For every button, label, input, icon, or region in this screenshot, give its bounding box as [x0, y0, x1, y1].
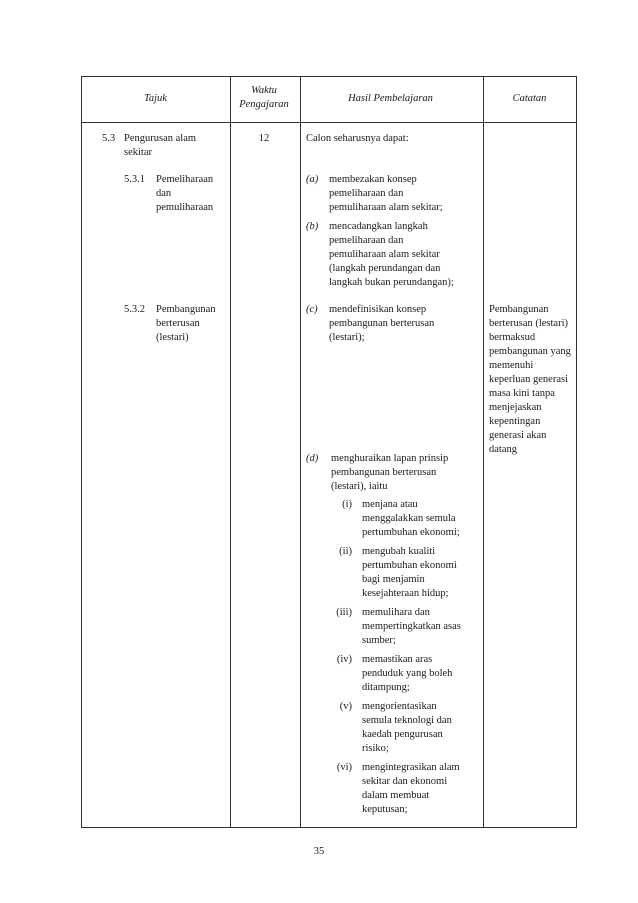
note-line: kepentingan [489, 416, 541, 427]
subtopic-number: 5.3.2 [124, 304, 145, 315]
principle-line: mengintegrasikan alam [362, 762, 460, 773]
outcome-line: pemeliharaan dan [329, 188, 404, 199]
principle-line: memastikan aras [362, 654, 433, 665]
header-waktu-line2: Pengajaran [239, 99, 289, 110]
principle-line: pertumbuhan ekonomi [362, 560, 457, 571]
header-waktu-line1: Waktu [251, 85, 277, 96]
outcome-line: menghuraikan lapan prinsip [331, 453, 449, 464]
principle-line: kesejahteraan hidup; [362, 588, 449, 599]
outcome-label: (c) [306, 304, 318, 315]
subtopic-number: 5.3.1 [124, 174, 145, 185]
header-tajuk: Tajuk [144, 93, 167, 104]
outcome-line: (langkah perundangan dan [329, 263, 441, 274]
note-line: masa kini tanpa [489, 388, 555, 399]
note-line: bermaksud [489, 332, 536, 343]
subtopic-line: pemuliharaan [156, 202, 214, 213]
principle-line: mengubah kualiti [362, 546, 436, 557]
note-line: generasi akan [489, 430, 547, 441]
outcome-line: pembangunan berterusan [331, 467, 437, 478]
principle-line: sumber; [362, 635, 396, 646]
principle-line: penduduk yang boleh [362, 668, 453, 679]
outcome-line: mencadangkan langkah [329, 221, 428, 232]
principle-line: sekitar dan ekonomi [362, 776, 448, 787]
column-divider [300, 77, 301, 827]
header-divider [82, 122, 576, 123]
subtopic-line: Pemeliharaan [156, 174, 214, 185]
principle-label: (iii) [336, 607, 352, 618]
principle-label: (ii) [339, 546, 352, 557]
principle-line: bagi menjamin [362, 574, 425, 585]
note-line: datang [489, 444, 517, 455]
principle-label: (v) [339, 701, 352, 712]
outcome-label: (d) [306, 453, 319, 464]
outcome-line: pembangunan berterusan [329, 318, 435, 329]
principle-line: mengorientasikan [362, 701, 437, 712]
note-line: memenuhi [489, 360, 534, 371]
note-line: menjejaskan [489, 402, 542, 413]
outcomes-intro: Calon seharusnya dapat: [306, 133, 409, 144]
note-line: pembangunan yang [489, 346, 571, 357]
subtopic-line: dan [156, 188, 172, 199]
principle-line: kaedah pengurusan [362, 729, 443, 740]
principle-line: semula teknologi dan [362, 715, 452, 726]
principle-line: risiko; [362, 743, 389, 754]
principle-label: (vi) [336, 762, 352, 773]
outcome-line: membezakan konsep [329, 174, 417, 185]
topic-number: 5.3 [102, 133, 116, 144]
principle-line: dalam membuat [362, 790, 430, 801]
outcome-line: mendefinisikan konsep [329, 304, 427, 315]
page-number: 35 [313, 846, 325, 857]
outcome-line: pemeliharaan dan [329, 235, 404, 246]
outcome-label: (a) [306, 174, 319, 185]
teaching-hours: 12 [258, 133, 270, 144]
column-divider [483, 77, 484, 827]
subtopic-line: berterusan [156, 318, 200, 329]
principle-line: mempertingkatkan asas [362, 621, 461, 632]
outcome-line: langkah bukan perundangan); [329, 277, 454, 288]
outcome-line: pemuliharaan alam sekitar [329, 249, 440, 260]
note-line: keperluan generasi [489, 374, 569, 385]
subtopic-line: (lestari) [156, 332, 189, 343]
header-hasil: Hasil Pembelajaran [348, 93, 433, 104]
principle-line: ditampung; [362, 682, 410, 693]
outcome-line: pemuliharaan alam sekitar; [329, 202, 443, 213]
principle-line: pertumbuhan ekonomi; [362, 527, 460, 538]
principle-line: keputusan; [362, 804, 408, 815]
column-divider [230, 77, 231, 827]
topic-title-line2: sekitar [124, 147, 152, 158]
note-line: berterusan (lestari) [489, 318, 569, 329]
note-line: Pembangunan [489, 304, 549, 315]
principle-line: memulihara dan [362, 607, 430, 618]
outcome-line: (lestari), iaitu [331, 481, 388, 492]
principle-label: (i) [342, 499, 352, 510]
header-waktu [229, 84, 299, 112]
outcome-label: (b) [306, 221, 319, 232]
topic-title-line1: Pengurusan alam [124, 133, 197, 144]
principle-line: menggalakkan semula [362, 513, 456, 524]
outcome-line: (lestari); [329, 332, 365, 343]
header-catatan: Catatan [512, 93, 547, 104]
subtopic-line: Pembangunan [156, 304, 216, 315]
principle-line: menjana atau [362, 499, 418, 510]
principle-label: (iv) [336, 654, 352, 665]
